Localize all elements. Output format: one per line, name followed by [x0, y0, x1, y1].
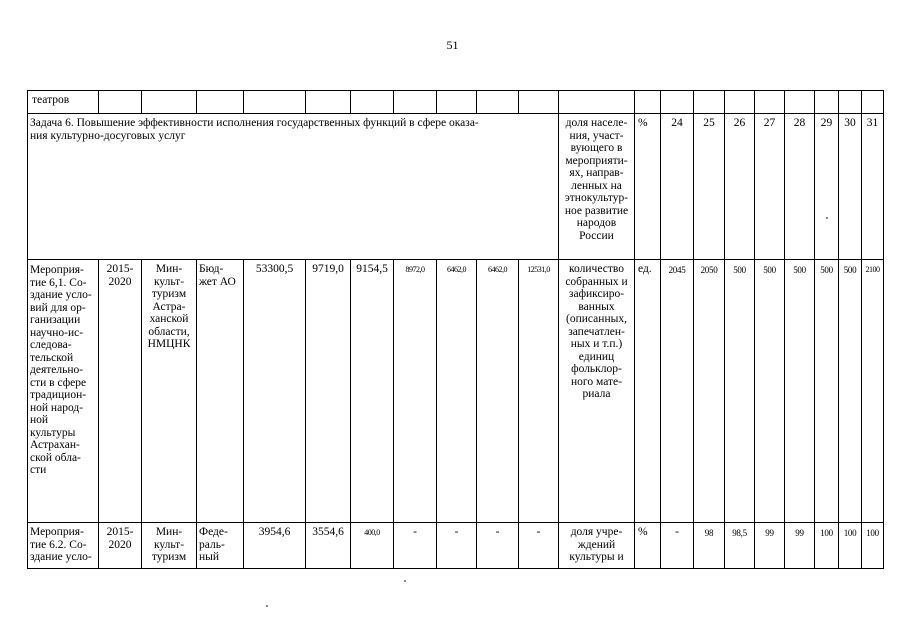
table-rule	[724, 90, 725, 568]
measure-6-2-year-value: 3554,6	[312, 526, 344, 538]
table-rule	[861, 90, 862, 568]
table-rule	[243, 259, 244, 568]
measure-6-2-year-value: -	[495, 526, 500, 538]
measure-6-2-year-value: -	[454, 526, 459, 538]
table-rule	[98, 259, 99, 568]
scan-speck	[826, 217, 828, 219]
measure-6-2-year-value: -	[536, 526, 541, 538]
task6-year-cell: 27	[763, 117, 776, 129]
scan-speck	[404, 580, 406, 582]
table-rule	[305, 259, 306, 568]
task6-year-cell: 29	[820, 117, 833, 129]
table-rule	[693, 90, 694, 568]
table-rule	[393, 90, 394, 114]
measure-6-1-year-value: 6462,0	[488, 265, 507, 274]
measure-6-2-period: 2015- 2020	[106, 526, 134, 551]
task6-title: Задача 6. Повышение эффективности исполнения государственных функций в сфере оказа- ния культурно-досуговых услуг	[30, 117, 479, 142]
measure-6-2-target: 98,5	[732, 528, 747, 538]
measure-6-2-target: 98	[704, 528, 714, 538]
task6-year-cell: 31	[866, 117, 879, 129]
task6-year-cell: 25	[703, 117, 715, 129]
measure-6-1-target: 2050	[700, 265, 718, 275]
measure-6-2-year-value: -	[413, 526, 417, 538]
measure-6-1-period: 2015- 2020	[106, 263, 134, 288]
measure-6-1-year-value: 9719,0	[312, 263, 344, 275]
measure-6-1-year-value: 12531,0	[527, 265, 550, 274]
measure-6-1-executor: Мин- культ- туризм Астра- ханской области, НМЦНК	[147, 263, 191, 350]
measure-6-2-target: 100	[866, 528, 879, 538]
table-rule	[476, 90, 477, 114]
measure-6-2-executor: Мин- культ- туризм	[151, 526, 187, 563]
table-rule	[243, 90, 244, 114]
measure-6-1-indicator: количество собранных и зафиксиро- ванных (описанных, запечатлен- ных и т.п.) единиц фольклор- ного мате- риала	[565, 263, 628, 400]
scan-speck	[266, 605, 268, 607]
table-rule	[754, 90, 755, 568]
measure-6-1-unit: ед.	[638, 263, 652, 275]
measure-6-1-name: Мероприя- тие 6,1. Со- здание усло- вий для ор- ганизации научно-ис- следова- тельской деятельно- сти в сфере традицион- ной народ- ной культуры Астрахан- ской обла- сти	[30, 264, 92, 476]
table-rule	[350, 90, 351, 114]
table-rule	[141, 90, 142, 114]
table-rule	[784, 90, 785, 568]
measure-6-1-target: 500	[733, 265, 746, 275]
table-rule	[838, 90, 839, 568]
table-rule	[393, 259, 394, 568]
measure-6-2-source: Феде- раль- ный	[199, 526, 228, 563]
measure-6-1-year-value: 8972,0	[405, 265, 425, 274]
row-theatres-label: театров	[32, 94, 70, 106]
table-rule	[305, 90, 306, 114]
measure-6-1-year-value: 9154,5	[356, 263, 388, 275]
measure-6-1-year-value: 6462,0	[447, 265, 466, 274]
table-rule	[518, 259, 519, 568]
page-number: 51	[446, 38, 459, 52]
measure-6-2-total: 3954,6	[258, 526, 291, 538]
measure-6-1-target: 500	[843, 265, 857, 275]
table-rule	[350, 259, 351, 568]
table-rule	[27, 522, 884, 523]
table-rule	[27, 259, 884, 260]
task6-year-cell: 30	[844, 117, 856, 129]
table-rule	[27, 90, 884, 91]
measure-6-1-target: 500	[793, 265, 806, 275]
table-rule	[660, 90, 661, 568]
measure-6-1-total: 53300,5	[255, 263, 294, 275]
task6-year-cell: 28	[793, 117, 806, 129]
measure-6-2-name: Мероприя- тие 6.2. Со- здание усло-	[30, 526, 92, 563]
task6-year-cell: 26	[733, 117, 746, 129]
measure-6-2-target: 100	[820, 528, 833, 538]
measure-6-1-target: 500	[820, 265, 833, 275]
table-rule	[196, 90, 197, 114]
measure-6-1-target: 500	[763, 265, 776, 275]
measure-6-2-indicator: доля учре- ждений культуры и	[569, 526, 624, 563]
table-rule	[634, 90, 635, 568]
measure-6-2-target: 99	[795, 528, 804, 538]
measure-6-2-unit: %	[638, 526, 648, 538]
task6-year-cell: 24	[671, 117, 683, 129]
measure-6-1-source: Бюд- жет АО	[199, 263, 236, 288]
table-rule	[27, 90, 28, 568]
measure-6-1-target: 2100	[865, 265, 880, 274]
table-rule	[436, 259, 437, 568]
table-rule	[814, 90, 815, 568]
table-rule	[27, 568, 884, 569]
table-rule	[27, 113, 884, 114]
table-rule	[883, 90, 884, 568]
table-rule	[196, 259, 197, 568]
measure-6-1-target: 2045	[668, 265, 686, 275]
measure-6-2-target: -	[675, 526, 679, 538]
table-rule	[476, 259, 477, 568]
task6-indicator: доля населе- ния, участ- вующего в мероприяти- ях, направ- ленных на этнокультур- ное развитие народов России	[564, 117, 629, 242]
table-rule	[518, 90, 519, 114]
measure-6-2-target: 99	[765, 528, 774, 538]
task6-unit: %	[638, 117, 648, 129]
measure-6-2-year-value: 400,0	[364, 528, 380, 537]
measure-6-2-target: 100	[843, 528, 857, 538]
table-rule	[436, 90, 437, 114]
table-rule	[98, 90, 99, 114]
